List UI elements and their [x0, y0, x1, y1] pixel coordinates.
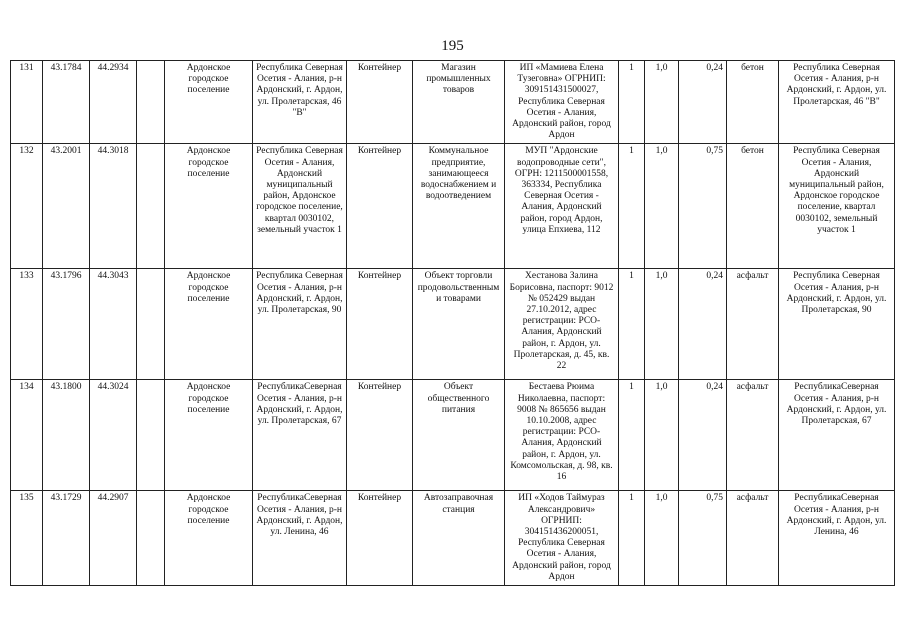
- site-area: 0,24: [679, 61, 727, 144]
- empty-cell: [137, 144, 165, 269]
- waste-source: Объект общественного питания: [413, 380, 505, 491]
- waste-source: Объект торговли продовольственными товарами: [413, 269, 505, 380]
- longitude: 44.3024: [90, 380, 137, 491]
- container-count: 1: [619, 144, 645, 269]
- site-address: Республика Северная Осетия - Алания, Ардонский муниципальный район, Ардонское городское поселение, квартал 0030102, земельный участок 1: [253, 144, 347, 269]
- longitude: 44.3018: [90, 144, 137, 269]
- table-row: [11, 269, 895, 380]
- container-volume: 1,0: [645, 380, 679, 491]
- row-number: 131: [11, 61, 43, 144]
- table-row: [11, 491, 895, 586]
- container-type: Контейнер: [347, 61, 413, 144]
- surface-type: бетон: [727, 61, 779, 144]
- site-location: Республика Северная Осетия - Алания, р-н Ардонский, г. Ардон, ул. Пролетарская, 90: [779, 269, 895, 380]
- latitude: 43.1796: [43, 269, 90, 380]
- site-address: РеспубликаСеверная Осетия - Алания, р-н Ардонский, г. Ардон, ул. Ленина, 46: [253, 491, 347, 586]
- owner-details: МУП "Ардонские водопроводные сети", ОГРН: 1211500001558, 363334, Республика Северная Осетия - Алания, Ардонский район, город Ардон, улица Епхиева, 112: [505, 144, 619, 269]
- site-area: 0,75: [679, 491, 727, 586]
- row-number: 134: [11, 380, 43, 491]
- container-volume: 1,0: [645, 269, 679, 380]
- owner-details: ИП «Мамиева Елена Тузеговна» ОГРНИП: 309151431500027, Республика Северная Осетия - Алания, Ардонский район, город Ардон: [505, 61, 619, 144]
- settlement: Ардонское городское поселение: [165, 144, 253, 269]
- site-area: 0,24: [679, 269, 727, 380]
- site-location: РеспубликаСеверная Осетия - Алания, р-н Ардонский, г. Ардон, ул. Ленина, 46: [779, 491, 895, 586]
- container-type: Контейнер: [347, 491, 413, 586]
- container-volume: 1,0: [645, 491, 679, 586]
- empty-cell: [137, 61, 165, 144]
- empty-cell: [137, 491, 165, 586]
- site-location: Республика Северная Осетия - Алания, р-н Ардонский, г. Ардон, ул. Пролетарская, 46 "В": [779, 61, 895, 144]
- surface-type: асфальт: [727, 380, 779, 491]
- empty-cell: [137, 269, 165, 380]
- owner-details: ИП «Ходов Таймураз Александрович» ОГРНИП: 304151436200051, Республика Северная Осетия - Алания, Ардонский район, город Ардон: [505, 491, 619, 586]
- site-address: Республика Северная Осетия - Алания, р-н Ардонский, г. Ардон, ул. Пролетарская, 90: [253, 269, 347, 380]
- container-type: Контейнер: [347, 144, 413, 269]
- site-address: РеспубликаСеверная Осетия - Алания, р-н Ардонский, г. Ардон, ул. Пролетарская, 67: [253, 380, 347, 491]
- table-row: [11, 380, 895, 491]
- container-volume: 1,0: [645, 61, 679, 144]
- table-row: [11, 144, 895, 269]
- surface-type: асфальт: [727, 269, 779, 380]
- site-area: 0,24: [679, 380, 727, 491]
- container-count: 1: [619, 380, 645, 491]
- settlement: Ардонское городское поселение: [165, 380, 253, 491]
- latitude: 43.1729: [43, 491, 90, 586]
- settlement: Ардонское городское поселение: [165, 269, 253, 380]
- latitude: 43.1800: [43, 380, 90, 491]
- row-number: 133: [11, 269, 43, 380]
- empty-cell: [137, 380, 165, 491]
- site-area: 0,75: [679, 144, 727, 269]
- settlement: Ардонское городское поселение: [165, 491, 253, 586]
- surface-type: асфальт: [727, 491, 779, 586]
- owner-details: Хестанова Залина Борисовна, паспорт: 9012 № 052429 выдан 27.10.2012, адрес регистрации: РСО-Алания, Ардонский район, г. Ардон, ул. Пролетарская, д. 45, кв. 22: [505, 269, 619, 380]
- container-volume: 1,0: [645, 144, 679, 269]
- site-location: Республика Северная Осетия - Алания, Ардонский муниципальный район, Ардонское городское поселение, квартал 0030102, земельный участок 1: [779, 144, 895, 269]
- waste-site-registry-table: [10, 60, 895, 586]
- longitude: 44.2907: [90, 491, 137, 586]
- waste-source: Автозаправочная станция: [413, 491, 505, 586]
- container-type: Контейнер: [347, 380, 413, 491]
- settlement: Ардонское городское поселение: [165, 61, 253, 144]
- longitude: 44.2934: [90, 61, 137, 144]
- table-row: [11, 61, 895, 144]
- container-count: 1: [619, 61, 645, 144]
- row-number: 135: [11, 491, 43, 586]
- owner-details: Бестаева Рюима Николаевна, паспорт: 9008 № 865656 выдан 10.10.2008, адрес регистрации: РСО-Алания, Ардонский район, г. Ардон, ул. Комсомольская, д. 98, кв. 16: [505, 380, 619, 491]
- latitude: 43.1784: [43, 61, 90, 144]
- container-type: Контейнер: [347, 269, 413, 380]
- container-count: 1: [619, 269, 645, 380]
- row-number: 132: [11, 144, 43, 269]
- waste-source: Коммунальное предприятие, занимающееся водоснабжением и водоотведением: [413, 144, 505, 269]
- surface-type: бетон: [727, 144, 779, 269]
- waste-source: Магазин промышленных товаров: [413, 61, 505, 144]
- longitude: 44.3043: [90, 269, 137, 380]
- site-location: РеспубликаСеверная Осетия - Алания, р-н Ардонский, г. Ардон, ул. Пролетарская, 67: [779, 380, 895, 491]
- page-number: 195: [441, 38, 464, 54]
- container-count: 1: [619, 491, 645, 586]
- latitude: 43.2001: [43, 144, 90, 269]
- site-address: Республика Северная Осетия - Алания, р-н Ардонский, г. Ардон, ул. Пролетарская, 46 "В": [253, 61, 347, 144]
